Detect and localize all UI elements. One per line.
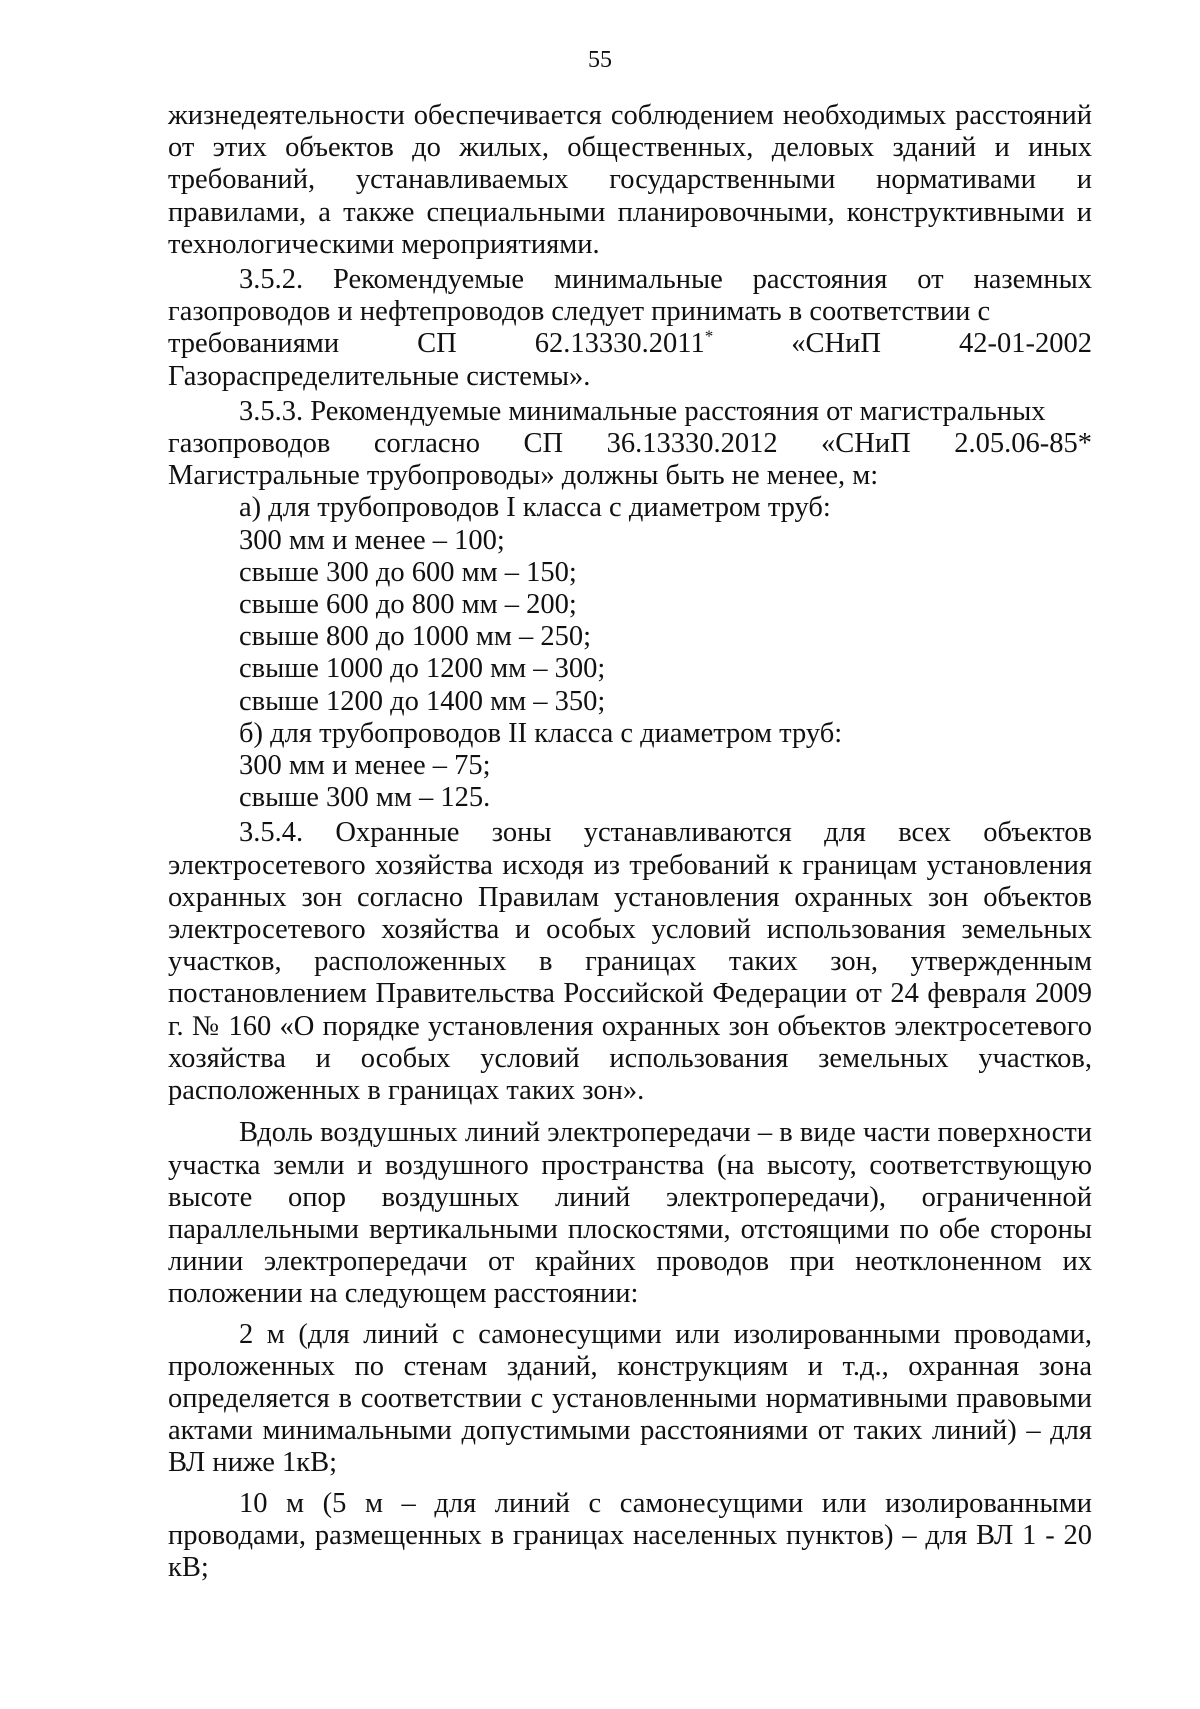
reference-code (535, 328, 714, 360)
reference-footnote-mark: * (704, 326, 714, 346)
reference-word: 42-01-2002 (959, 328, 1092, 360)
reference-word: «СНиП (791, 328, 881, 360)
document-body (168, 100, 1092, 1584)
paragraph-3-5-2-reference-line (168, 328, 1092, 360)
list-item: 300 мм и менее – 100; (239, 524, 505, 556)
list-item: свыше 800 до 1000 мм – 250; (239, 621, 592, 653)
paragraph-overhead-lines: Вдоль воздушных линий электропередачи – в виде части поверхности участка земли и воздушного пространства (на высоту, соответствующую высоте опор воздушных линий электропередачи), ограниченной параллельными вертикальными плоскостями, отстоящими по обе стороны линии электропередачи от крайних проводов при неотклоненном их положении на следующем расстоянии: (168, 1117, 1092, 1310)
list-a-title: а) для трубопроводов I класса с диаметром труб: (239, 492, 831, 524)
list-b-title: б) для трубопроводов II класса с диаметром труб: (239, 717, 843, 749)
reference-doc-number: 62.13330.2011 (534, 328, 705, 360)
reference-word: СП (523, 428, 564, 460)
list-item: свыше 1000 до 1200 мм – 300; (239, 653, 606, 685)
reference-word: 2.05.06-85* (954, 428, 1092, 460)
paragraph-3-5-3: 3.5.3. Рекомендуемые минимальные расстояния от магистральных (239, 395, 1046, 427)
paragraph-2m-zone: 2 м (для линий с самонесущими или изолированными проводами, проложенных по стенам зданий, конструкциям и т.д., охранная зона определяется в соответствии с установленными нормативными правовыми актами минимальными допустимыми расстояниями от таких линий) – для ВЛ ниже 1кВ; (168, 1318, 1092, 1479)
paragraph-3-5-3-reference-line (168, 428, 1092, 460)
reference-word: согласно (373, 428, 480, 460)
list-item: свыше 300 до 600 мм – 150; (239, 556, 577, 588)
reference-word: газопроводов (168, 428, 331, 460)
reference-word: требованиями (168, 328, 340, 360)
paragraph-3-5-4: 3.5.4. Охранные зоны устанавливаются для всех объектов электросетевого хозяйства исходя из требований к границам установления охранных зон согласно Правилам установления охранных зон объектов электросетевого хозяйства и особых условий использования земельных участков, расположенных в границах таких зон, утвержденным постановлением Правительства Российской Федерации от 24 февраля 2009 г. № 160 «О порядке установления охранных зон объектов электросетевого хозяйства и особых условий использования земельных участков, расположенных в границах таких зон». (168, 817, 1092, 1107)
list-item: свыше 600 до 800 мм – 200; (239, 589, 577, 621)
paragraph-10m-zone: 10 м (5 м – для линий с самонесущими или изолированными проводами, размещенных в границах населенных пунктов) – для ВЛ 1 - 20 кВ; (168, 1487, 1092, 1583)
list-item: 300 мм и менее – 75; (239, 750, 491, 782)
reference-word: «СНиП (821, 428, 911, 460)
paragraph-3-5-3-end: Магистральные трубопроводы» должны быть не менее, м: (168, 460, 879, 492)
list-item: свыше 300 мм – 125. (239, 782, 491, 814)
list-item: свыше 1200 до 1400 мм – 350; (239, 685, 606, 717)
page-number: 55 (588, 47, 612, 73)
reference-word: 36.13330.2012 (606, 428, 778, 460)
paragraph-continuation: жизнедеятельности обеспечивается соблюдением необходимых расстояний от этих объектов до жилых, общественных, деловых зданий и иных требований, устанавливаемых государственными нормативами и правилами, а также специальными планировочными, конструктивными и технологическими мероприятиями. (168, 100, 1092, 260)
paragraph-3-5-2: 3.5.2. Рекомендуемые минимальные расстояния от наземных газопроводов и нефтепроводов следует принимать в соответствии с (168, 264, 1092, 328)
paragraph-3-5-2-end: Газораспределительные системы». (168, 360, 591, 392)
reference-word: СП (417, 328, 457, 360)
